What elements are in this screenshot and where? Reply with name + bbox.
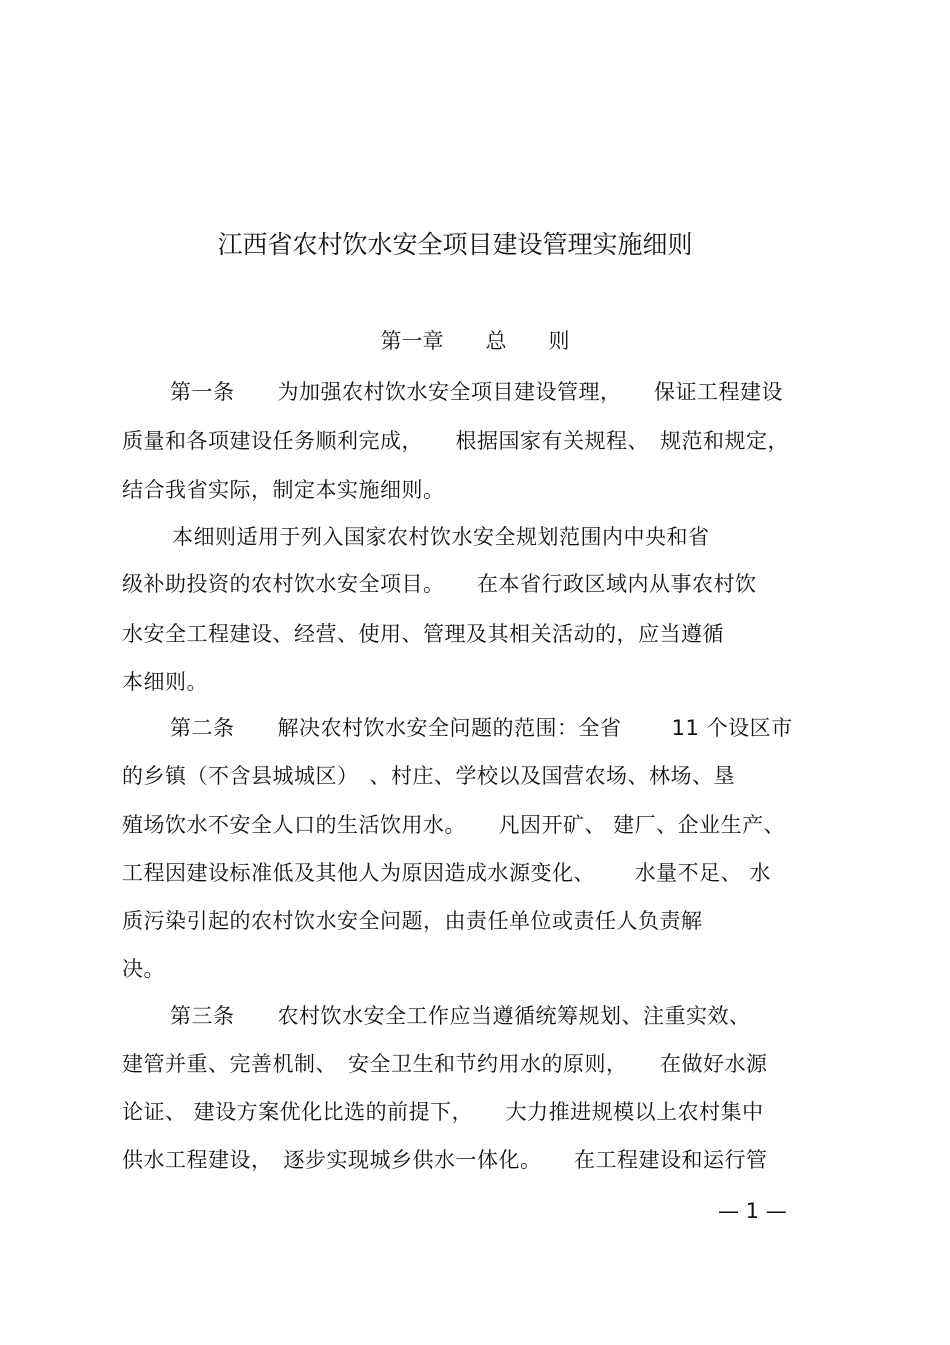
paragraph-line: 建管并重、完善机制、 安全卫生和节约用水的原则， 在做好水源 <box>122 1052 768 1076</box>
paragraph-line: 供水工程建设， 逐步实现城乡供水一体化。 在工程建设和运行管 <box>122 1148 768 1172</box>
paragraph-line: 本细则适用于列入国家农村饮水安全规划范围内中央和省 <box>172 525 710 549</box>
paragraph-line: 的乡镇（不含县城城区） 、村庄、学校以及国营农场、林场、垦 <box>122 764 735 788</box>
paragraph-line: 殖场饮水不安全人口的生活饮用水。 凡因开矿、 建厂、企业生产、 <box>122 813 786 837</box>
chapter-heading: 第一章 总 则 <box>380 329 570 353</box>
paragraph-line: 水安全工程建设、经营、使用、管理及其相关活动的，应当遵循 <box>122 622 724 646</box>
paragraph-line: 级补助投资的农村饮水安全项目。 在本省行政区域内从事农村饮 <box>122 572 757 596</box>
paragraph-line: 本细则。 <box>122 670 208 694</box>
paragraph-line: 第一条 为加强农村饮水安全项目建设管理， 保证工程建设 <box>170 380 783 404</box>
paragraph-line: 第二条 解决农村饮水安全问题的范围：全省 11 个设区市 <box>170 716 793 740</box>
paragraph-line: 决。 <box>122 957 165 981</box>
paragraph-line: 工程因建设标准低及其他人为原因造成水源变化、 水量不足、 水 <box>122 861 771 885</box>
document-title: 江西省农村饮水安全项目建设管理实施细则 <box>217 230 693 259</box>
paragraph-line: 质量和各项建设任务顺利完成， 根据国家有关规程、 规范和规定， <box>122 429 789 453</box>
page-number: — 1 — <box>718 1199 787 1223</box>
paragraph-line: 论证、 建设方案优化比选的前提下， 大力推进规模以上农村集中 <box>122 1100 764 1124</box>
paragraph-line: 质污染引起的农村饮水安全问题，由责任单位或责任人负责解 <box>122 909 703 933</box>
paragraph-line: 第三条 农村饮水安全工作应当遵循统筹规划、注重实效、 <box>170 1004 751 1028</box>
paragraph-line: 结合我省实际，制定本实施细则。 <box>122 478 445 502</box>
